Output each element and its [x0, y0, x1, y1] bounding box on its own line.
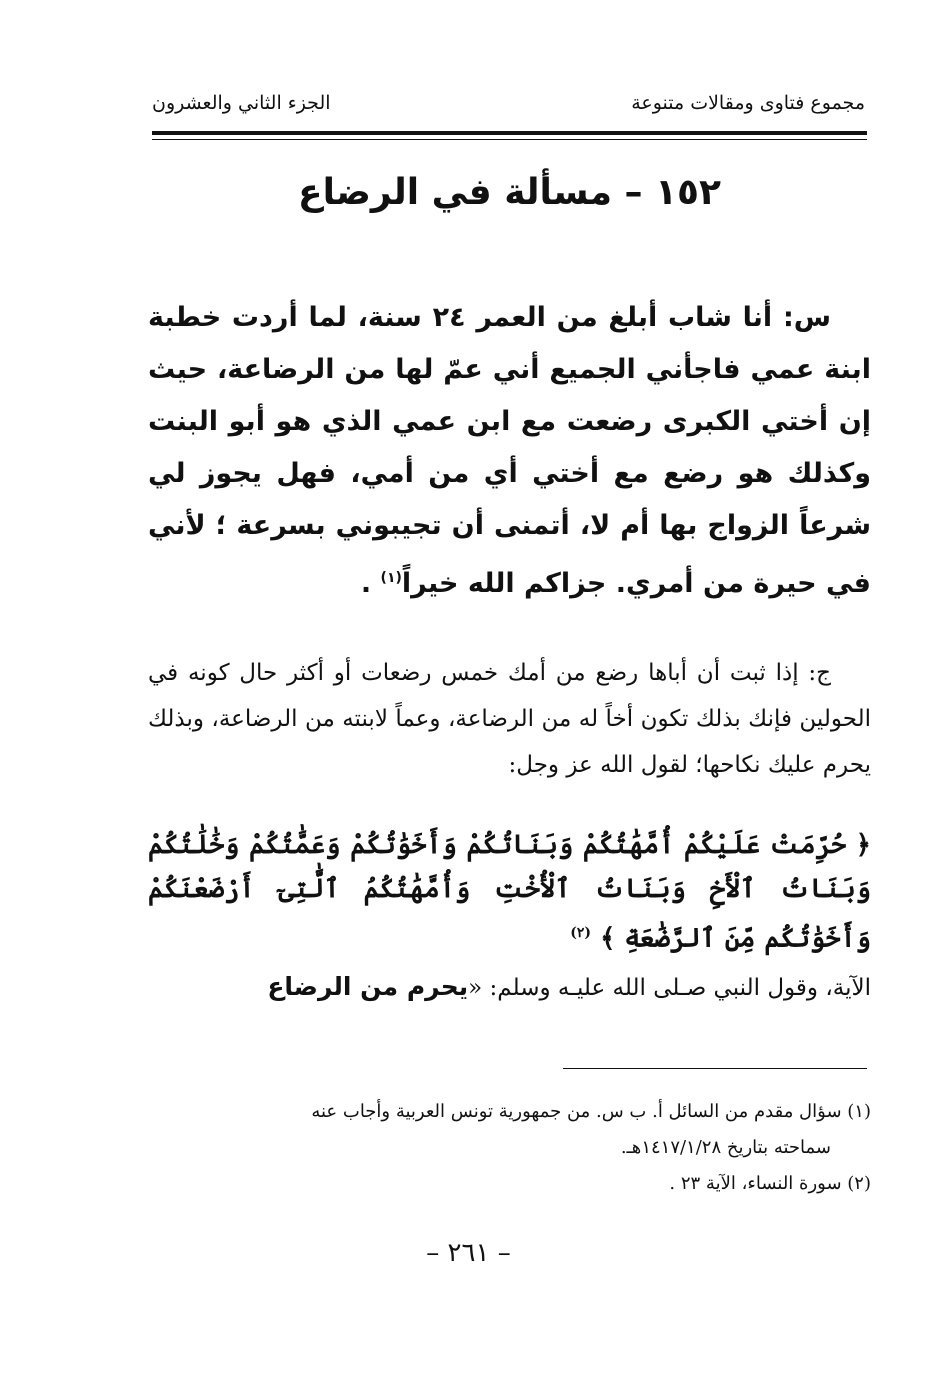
footnote-ref-2: (٢): [570, 925, 592, 941]
answer-end-text: الآية، وقول النبي صـلى الله عليـه وسلم: «: [468, 975, 871, 1001]
footnote-1: [148, 1094, 871, 1130]
footnote-1-number: (١): [847, 1101, 871, 1122]
hadith-text: يحرم من الرضاع: [267, 972, 469, 1001]
footnote-ref-1: (١): [380, 570, 402, 586]
answer-text: ج: إذا ثبت أن أباها رضع من أمك خمس رضعات أو أكثر حال كونه في الحولين فإنك بذلك تكون أخاً له من الرضاعة، وعماً لابنته من الرضاعة، وبذلك يحرم عليك نكاحها؛ لقول الله عز وجل:: [148, 660, 871, 778]
answer-continuation: [148, 964, 871, 1011]
volume-label: الجزء الثاني والعشرون: [152, 92, 331, 114]
footnote-1-text: سؤال مقدم من السائل أ. ب س. من جمهورية تونس العربية وأجاب عنه: [311, 1101, 842, 1122]
footnote-separator: [563, 1068, 867, 1069]
quran-verse: [148, 823, 871, 961]
footnotes: [148, 1094, 871, 1202]
book-title: مجموع فتاوى ومقالات متنوعة: [631, 92, 865, 114]
header-rule-thin: [152, 139, 867, 140]
running-header: [152, 92, 865, 128]
footnote-2-number: (٢): [847, 1173, 871, 1194]
page-number: – ٢٦١ –: [426, 1238, 511, 1268]
answer-paragraph: [148, 650, 871, 788]
question-end: .: [360, 568, 381, 599]
question-paragraph: [148, 292, 871, 610]
quran-text: ﴿ حُرِّمَتْ عَلَيْكُمْ أُمَّهَٰتُكُمْ وَبَنَاتُكُمْ وَأَخَوَٰتُكُمْ وَعَمَّٰتُكُمْ وَخَٰلَٰتُكُمْ وَبَنَاتُ ٱلْأَخِ وَبَنَاتُ ٱلْأُخْتِ وَأُمَّهَٰتُكُمُ ٱلَّٰتِىٓ أَرْضَعْنَكُمْ وَأَخَوَٰتُكُم مِّنَ ٱلرَّضَٰعَةِ ﴾: [148, 830, 871, 954]
footnote-2-text: سورة النساء، الآية ٢٣ .: [669, 1173, 842, 1194]
header-rule-thick: [152, 131, 867, 135]
question-text: س: أنا شاب أبلغ من العمر ٢٤ سنة، لما أردت خطبة ابنة عمي فاجأني الجميع أني عمّ لها من الرضاعة، حيث إن أختي الكبرى رضعت مع ابن عمي الذي هو أبو البنت وكذلك هو رضع مع أختي أي من أمي، فهل يجوز لي شرعاً الزواج بها أم لا، أتمنى أن تجيبوني بسرعة ؛ لأني في حيرة من أمري. جزاكم الله خيراً: [148, 302, 871, 599]
footnote-2: [148, 1166, 871, 1202]
footnote-1-continuation: سماحته بتاريخ ١٤١٧/١/٢٨هـ.: [620, 1137, 831, 1158]
article-title: ١٥٢ – مسألة في الرضاع: [298, 172, 721, 213]
